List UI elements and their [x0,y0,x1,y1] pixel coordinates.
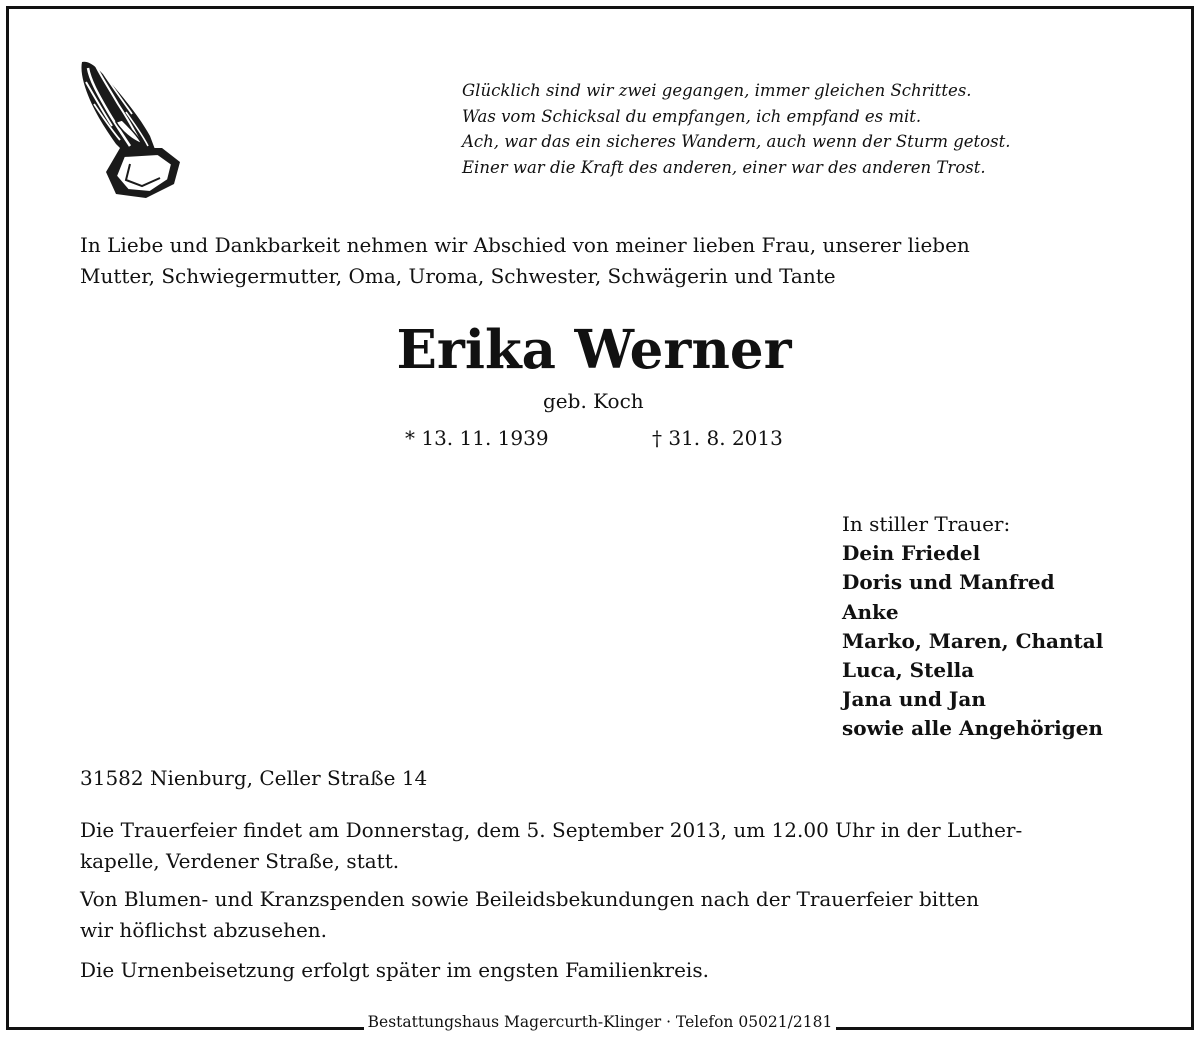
praying-hands-icon [76,52,186,200]
funeral-service-notice [80,815,1022,877]
deceased-name: Erika Werner [396,319,792,381]
notice-line: Die Trauerfeier findet am Donnerstag, dem 5. September 2013, um 12.00 Uhr in der Luther- [80,818,1023,842]
mourner-name: sowie alle Angehörigen [842,716,1103,741]
mourners-heading: In stiller Trauer: [842,512,1011,536]
mourner-name: Luca, Stella [842,658,975,683]
mourner-name: Jana und Jan [842,687,986,712]
poem-line: Was vom Schicksal du empfangen, ich empfand es mit. [462,106,922,126]
intro-line: In Liebe und Dankbarkeit nehmen wir Abschied von meiner lieben Frau, unserer lieben [80,233,970,257]
notice-line: kapelle, Verdener Straße, statt. [80,849,400,873]
death-date: † 31. 8. 2013 [652,426,783,450]
intro-text [80,230,970,292]
address: 31582 Nienburg, Celler Straße 14 [80,766,428,790]
mourner-name: Dein Friedel [842,541,981,566]
notice-line: wir höflichst abzusehen. [80,918,328,942]
flowers-notice [80,884,979,946]
mourner-name: Anke [842,599,899,624]
mourners-list [842,510,1103,744]
maiden-name: geb. Koch [543,389,644,413]
mourner-name: Marko, Maren, Chantal [842,628,1104,653]
poem [462,78,1010,180]
mourner-name: Doris und Manfred [842,570,1055,595]
birth-date: * 13. 11. 1939 [405,426,549,450]
poem-line: Glücklich sind wir zwei gegangen, immer gleichen Schrittes. [462,81,972,100]
burial-notice [80,955,709,986]
poem-line: Ach, war das ein sicheres Wandern, auch wenn der Sturm getost. [462,132,1011,151]
footer [0,1011,1200,1033]
poem-line: Einer war die Kraft des anderen, einer war des anderen Trost. [462,157,986,177]
intro-line: Mutter, Schwiegermutter, Oma, Uroma, Schwester, Schwägerin und Tante [80,264,836,288]
funeral-home-info: Bestattungshaus Magercurth-Klinger · Telefon 05021/2181 [364,1013,837,1031]
notice-line: Die Urnenbeisetzung erfolgt später im engsten Familienkreis. [80,958,709,982]
notice-line: Von Blumen- und Kranzspenden sowie Beileidsbekundungen nach der Trauerfeier bitten [80,887,979,911]
